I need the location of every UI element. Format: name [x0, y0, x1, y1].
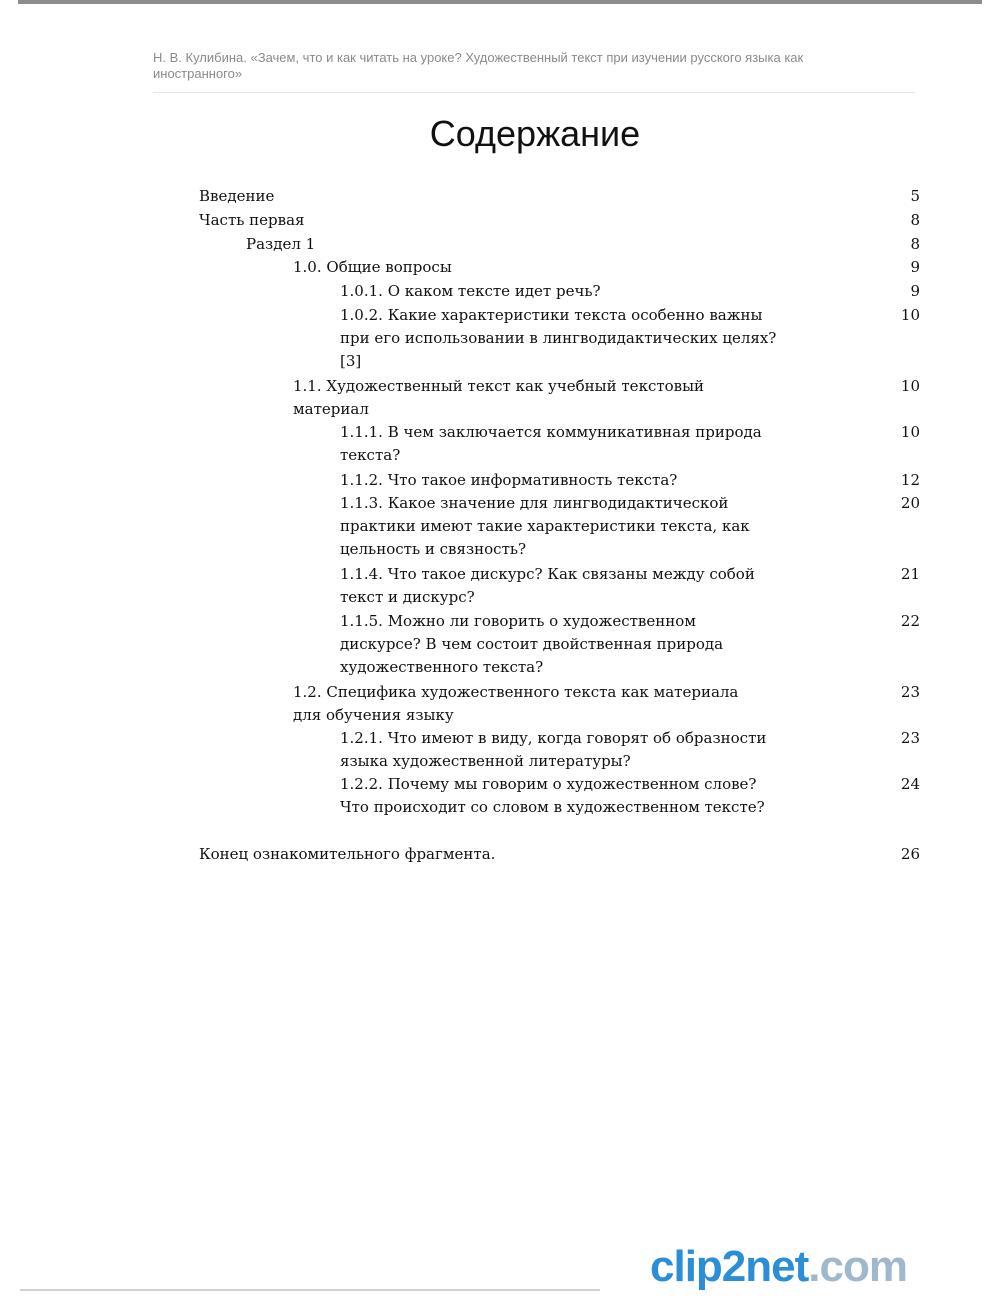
toc-entry-page: 8	[910, 211, 920, 229]
toc-entry-page: 10	[900, 306, 920, 324]
toc-entry-text: 1.1.3. Какое значение для лингводидактической практики имеют такие характеристики текста, как цельность и связность?	[340, 494, 750, 558]
watermark-logo	[650, 1237, 907, 1297]
toc-entry-text: 1.0.1. О каком тексте идет речь?	[340, 282, 601, 300]
toc-entry-text: Введение	[199, 187, 275, 205]
toc-entry-text: 1.1.5. Можно ли говорить о художественном дискурсе? В чем состоит двойственная природа художественного текста?	[340, 612, 724, 676]
toc-entry-text: 1.1.4. Что такое дискурс? Как связаны между собой текст и дискурс?	[340, 565, 755, 606]
toc-entry-text: 1.0. Общие вопросы	[293, 258, 452, 276]
toc-entry-page: 9	[910, 258, 920, 276]
toc-entry-page: 8	[910, 235, 920, 253]
watermark-brand: clip2net	[650, 1242, 809, 1291]
toc-entry-page: 20	[900, 494, 920, 512]
toc-entry-text: 1.2.2. Почему мы говорим о художественном слове? Что происходит со словом в художественном тексте?	[340, 775, 765, 816]
toc-entry-text: 1.2.1. Что имеют в виду, когда говорят об образности языка художественной литературы?	[340, 729, 767, 770]
toc-entry-text: Часть первая	[199, 211, 305, 229]
watermark-domain: .com	[808, 1242, 907, 1291]
toc-entry-page: 23	[900, 729, 920, 747]
toc-entry-page: 24	[900, 775, 920, 793]
toc-entry-text: 1.0.2. Какие характеристики текста особенно важны при его использовании в лингводидактических целях?[3]	[340, 306, 777, 370]
top-border	[18, 0, 982, 4]
toc-entry-text: Раздел 1	[246, 235, 316, 253]
bottom-border	[20, 1289, 600, 1291]
toc-entry-page: 21	[900, 565, 920, 583]
toc-entry-page: 26	[900, 845, 920, 863]
toc-entry-text: 1.1.2. Что такое информативность текста?	[340, 471, 678, 489]
toc-entry-page: 5	[910, 187, 920, 205]
toc-entry-page: 10	[900, 377, 920, 395]
running-header: Н. В. Кулибина. «Зачем, что и как читать на уроке? Художественный текст при изучении русского языка как иностранного»	[153, 50, 804, 81]
toc-entry-page: 10	[900, 423, 920, 441]
toc-entry-text: Конец ознакомительного фрагмента.	[199, 845, 496, 863]
toc-entry-page: 22	[900, 612, 920, 630]
toc-entry-text: 1.1.1. В чем заключается коммуникативная природа текста?	[340, 423, 762, 464]
toc-entry-page: 23	[900, 683, 920, 701]
toc-entry-text: 1.1. Художественный текст как учебный текстовый материал	[293, 377, 705, 418]
header-divider	[153, 92, 915, 93]
toc-entry-page: 9	[910, 282, 920, 300]
page-title: Содержание	[429, 113, 641, 154]
toc-entry-page: 12	[900, 471, 920, 489]
toc-entry-text: 1.2. Специфика художественного текста как материала для обучения языку	[293, 683, 739, 724]
